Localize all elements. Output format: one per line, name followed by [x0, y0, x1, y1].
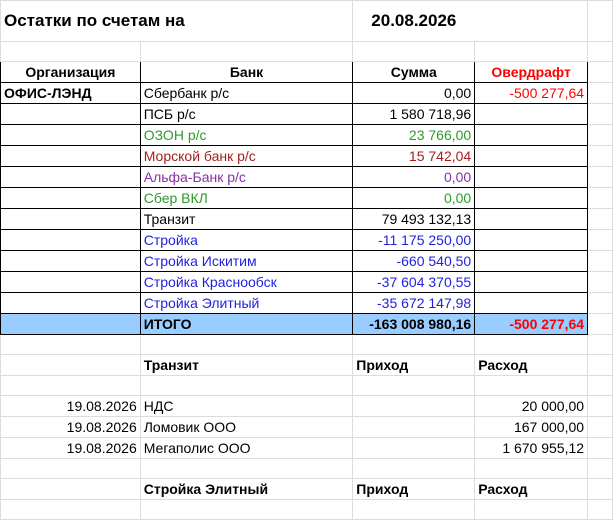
total-row — [1, 314, 613, 335]
account-overdraft[interactable] — [475, 251, 588, 272]
account-overdraft[interactable] — [475, 272, 588, 293]
transit-name[interactable]: НДС — [140, 396, 353, 417]
organization-cell[interactable] — [1, 125, 141, 146]
account-sum[interactable]: -37 604 370,55 — [353, 272, 475, 293]
transit-expense[interactable]: 1 670 955,12 — [475, 438, 588, 459]
account-bank[interactable]: Сбербанк р/с — [140, 83, 353, 104]
total-sum[interactable]: -163 008 980,16 — [353, 314, 475, 335]
header-organization[interactable]: Организация — [1, 62, 141, 83]
account-bank[interactable]: Стройка Краснообск — [140, 272, 353, 293]
organization-cell[interactable] — [1, 188, 141, 209]
account-overdraft[interactable] — [475, 230, 588, 251]
account-row — [1, 83, 613, 104]
transit-expense-label[interactable]: Расход — [475, 355, 588, 376]
account-overdraft[interactable] — [475, 146, 588, 167]
organization-cell[interactable] — [1, 251, 141, 272]
account-row — [1, 230, 613, 251]
transit-date[interactable]: 19.08.2026 — [1, 417, 141, 438]
account-bank[interactable]: ОЗОН р/с — [140, 125, 353, 146]
account-row — [1, 251, 613, 272]
transit-income-label[interactable]: Приход — [353, 355, 475, 376]
account-bank[interactable]: Стройка Элитный — [140, 293, 353, 314]
total-label[interactable]: ИТОГО — [140, 314, 353, 335]
account-row — [1, 104, 613, 125]
transit-date[interactable]: 19.08.2026 — [1, 396, 141, 417]
transit-row — [1, 396, 613, 417]
account-sum[interactable]: 1 580 718,96 — [353, 104, 475, 125]
account-overdraft[interactable] — [475, 209, 588, 230]
account-sum[interactable]: 79 493 132,13 — [353, 209, 475, 230]
account-bank[interactable]: Морской банк р/с — [140, 146, 353, 167]
organization-cell[interactable] — [1, 272, 141, 293]
account-row — [1, 209, 613, 230]
account-overdraft[interactable] — [475, 188, 588, 209]
organization-cell[interactable] — [1, 167, 141, 188]
account-sum[interactable]: -660 540,50 — [353, 251, 475, 272]
account-bank[interactable]: Транзит — [140, 209, 353, 230]
account-bank[interactable]: Альфа-Банк р/с — [140, 167, 353, 188]
elitny-title[interactable]: Стройка Элитный — [140, 479, 353, 500]
account-sum[interactable]: 0,00 — [353, 83, 475, 104]
account-row — [1, 146, 613, 167]
account-overdraft[interactable]: -500 277,64 — [475, 83, 588, 104]
report-title[interactable]: Остатки по счетам на — [1, 1, 353, 42]
account-row — [1, 293, 613, 314]
account-overdraft[interactable] — [475, 104, 588, 125]
organization-name[interactable]: ОФИС-ЛЭНД — [1, 83, 141, 104]
account-row — [1, 272, 613, 293]
organization-cell[interactable] — [1, 209, 141, 230]
transit-expense[interactable]: 167 000,00 — [475, 417, 588, 438]
transit-header-row — [1, 355, 613, 376]
account-sum[interactable]: 0,00 — [353, 188, 475, 209]
report-date[interactable]: 20.08.2026 — [353, 1, 588, 42]
elitny-income-label[interactable]: Приход — [353, 479, 475, 500]
header-bank[interactable]: Банк — [140, 62, 353, 83]
organization-cell[interactable] — [1, 146, 141, 167]
account-bank[interactable]: Стройка Искитим — [140, 251, 353, 272]
account-row — [1, 188, 613, 209]
transit-date[interactable]: 19.08.2026 — [1, 438, 141, 459]
header-sum[interactable]: Сумма — [353, 62, 475, 83]
account-overdraft[interactable] — [475, 167, 588, 188]
account-row — [1, 125, 613, 146]
transit-table — [1, 396, 613, 459]
account-bank[interactable]: Сбер ВКЛ — [140, 188, 353, 209]
account-row — [1, 167, 613, 188]
account-sum[interactable]: -11 175 250,00 — [353, 230, 475, 251]
transit-name[interactable]: Ломовик ООО — [140, 417, 353, 438]
elitny-expense-label[interactable]: Расход — [475, 479, 588, 500]
total-overdraft[interactable]: -500 277,64 — [475, 314, 588, 335]
organization-cell[interactable] — [1, 230, 141, 251]
account-overdraft[interactable] — [475, 293, 588, 314]
account-sum[interactable]: -35 672 147,98 — [353, 293, 475, 314]
transit-row — [1, 438, 613, 459]
account-bank[interactable]: ПСБ р/с — [140, 104, 353, 125]
account-sum[interactable]: 23 766,00 — [353, 125, 475, 146]
elitny-header-row — [1, 479, 613, 500]
account-bank[interactable]: Стройка — [140, 230, 353, 251]
transit-name[interactable]: Мегаполис ООО — [140, 438, 353, 459]
account-overdraft[interactable] — [475, 125, 588, 146]
header-overdraft[interactable]: Овердрафт — [475, 62, 588, 83]
accounts-table — [1, 83, 613, 314]
account-sum[interactable]: 15 742,04 — [353, 146, 475, 167]
organization-cell[interactable] — [1, 293, 141, 314]
account-sum[interactable]: 0,00 — [353, 167, 475, 188]
transit-title[interactable]: Транзит — [140, 355, 353, 376]
organization-cell[interactable] — [1, 104, 141, 125]
transit-row — [1, 417, 613, 438]
transit-expense[interactable]: 20 000,00 — [475, 396, 588, 417]
